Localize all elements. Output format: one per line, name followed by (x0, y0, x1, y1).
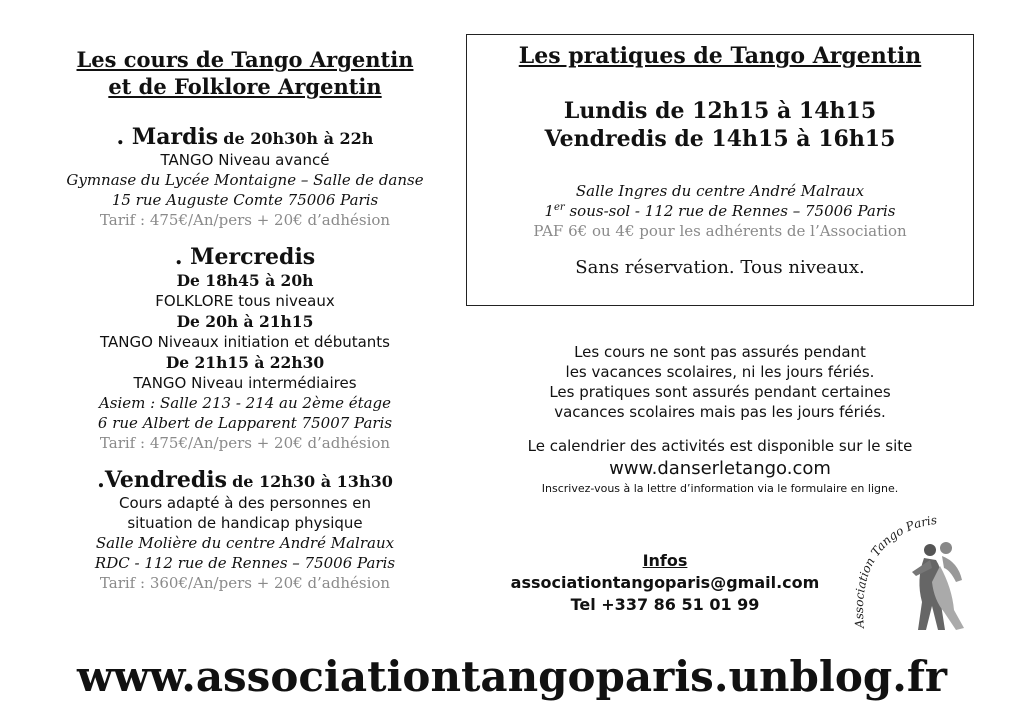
tuesday-level: TANGO Niveau avancé (160, 151, 330, 169)
infos-heading: Infos (642, 551, 688, 570)
newsletter-text: Inscrivez-vous à la lettre d’information via le formulaire en ligne. (541, 482, 899, 495)
tuesday-day: . Mardis (116, 124, 219, 150)
wednesday-address: 6 rue Albert de Lapparent 75007 Paris (97, 414, 393, 432)
tuesday-place: Gymnase du Lycée Montaigne – Salle de danse (66, 171, 424, 189)
wednesday-slot2-desc: TANGO Niveaux initiation et débutants (99, 333, 391, 351)
friday-day: .Vendredis (97, 467, 227, 493)
tuesday-time: de 20h30h à 22h (223, 129, 374, 148)
wednesday-slot3-time: De 21h15 à 22h30 (165, 353, 325, 372)
wednesday-price: Tarif : 475€/An/pers + 20€ d’adhésion (99, 434, 391, 452)
friday-desc1: Cours adapté à des personnes en (119, 494, 371, 512)
practices-note: Sans réservation. Tous niveaux. (575, 257, 865, 278)
tuesday-address: 15 rue Auguste Comte 75006 Paris (111, 191, 379, 209)
practices-address (467, 201, 973, 221)
logo-text-path: Association Tango Paris (852, 512, 938, 629)
tuesday-price: Tarif : 475€/An/pers + 20€ d’adhésion (99, 211, 391, 229)
practices-address-rest: sous-sol - 112 rue de Rennes – 75006 Paris (564, 202, 896, 220)
friday-desc2: situation de handicap physique (127, 514, 363, 532)
friday-time: de 12h30 à 13h30 (232, 472, 393, 491)
tuesday-heading (30, 124, 460, 150)
notice-block (466, 342, 974, 496)
wednesday-day: . Mercredis (174, 244, 316, 270)
contact-phone: Tel +337 86 51 01 99 (570, 595, 760, 614)
courses-column (30, 46, 460, 593)
practices-title: Les pratiques de Tango Argentin (518, 43, 922, 69)
wednesday-slot2-time: De 20h à 21h15 (176, 312, 314, 331)
friday-address: RDC - 112 rue de Rennes – 75006 Paris (94, 554, 396, 572)
wednesday-place: Asiem : Salle 213 - 214 au 2ème étage (98, 394, 392, 412)
wednesday-slot3-desc: TANGO Niveau intermédiaires (133, 374, 357, 392)
infos-block (470, 550, 860, 616)
practices-address-num: 1 (544, 202, 555, 220)
practices-box (466, 34, 974, 306)
practices-address-sup: er (554, 202, 565, 213)
friday-heading (30, 467, 460, 493)
notice-line3: Les pratiques sont assurés pendant certaines (549, 383, 891, 401)
danserletango-link[interactable]: www.danserletango.com (609, 458, 831, 479)
association-logo (846, 510, 986, 640)
wednesday-slot1-desc: FOLKLORE tous niveaux (155, 292, 335, 310)
practices-time-monday: Lundis de 12h15 à 14h15 (563, 98, 877, 124)
contact-email[interactable]: associationtangoparis@gmail.com (510, 573, 820, 592)
courses-title-line2: et de Folklore Argentin (108, 74, 382, 99)
friday-place: Salle Molière du centre André Malraux (95, 534, 395, 552)
wednesday-slot1-time: De 18h45 à 20h (176, 271, 314, 290)
dancers-silhouette (912, 542, 964, 630)
courses-title-line1: Les cours de Tango Argentin (76, 47, 414, 72)
notice-line2: les vacances scolaires, ni les jours fériés. (565, 363, 875, 381)
notice-line1: Les cours ne sont pas assurés pendant (574, 343, 866, 361)
footer-url[interactable]: www.associationtangoparis.unblog.fr (76, 652, 948, 701)
notice-line4: vacances scolaires mais pas les jours fériés. (554, 403, 886, 421)
practices-time-friday: Vendredis de 14h15 à 16h15 (544, 126, 896, 152)
dancers-logo-graphic (846, 510, 986, 640)
calendar-text: Le calendrier des activités est disponible sur le site (527, 437, 913, 455)
friday-price: Tarif : 360€/An/pers + 20€ d’adhésion (99, 574, 391, 592)
practices-price: PAF 6€ ou 4€ pour les adhérents de l’Association (533, 222, 907, 240)
practices-place: Salle Ingres du centre André Malraux (575, 182, 865, 200)
